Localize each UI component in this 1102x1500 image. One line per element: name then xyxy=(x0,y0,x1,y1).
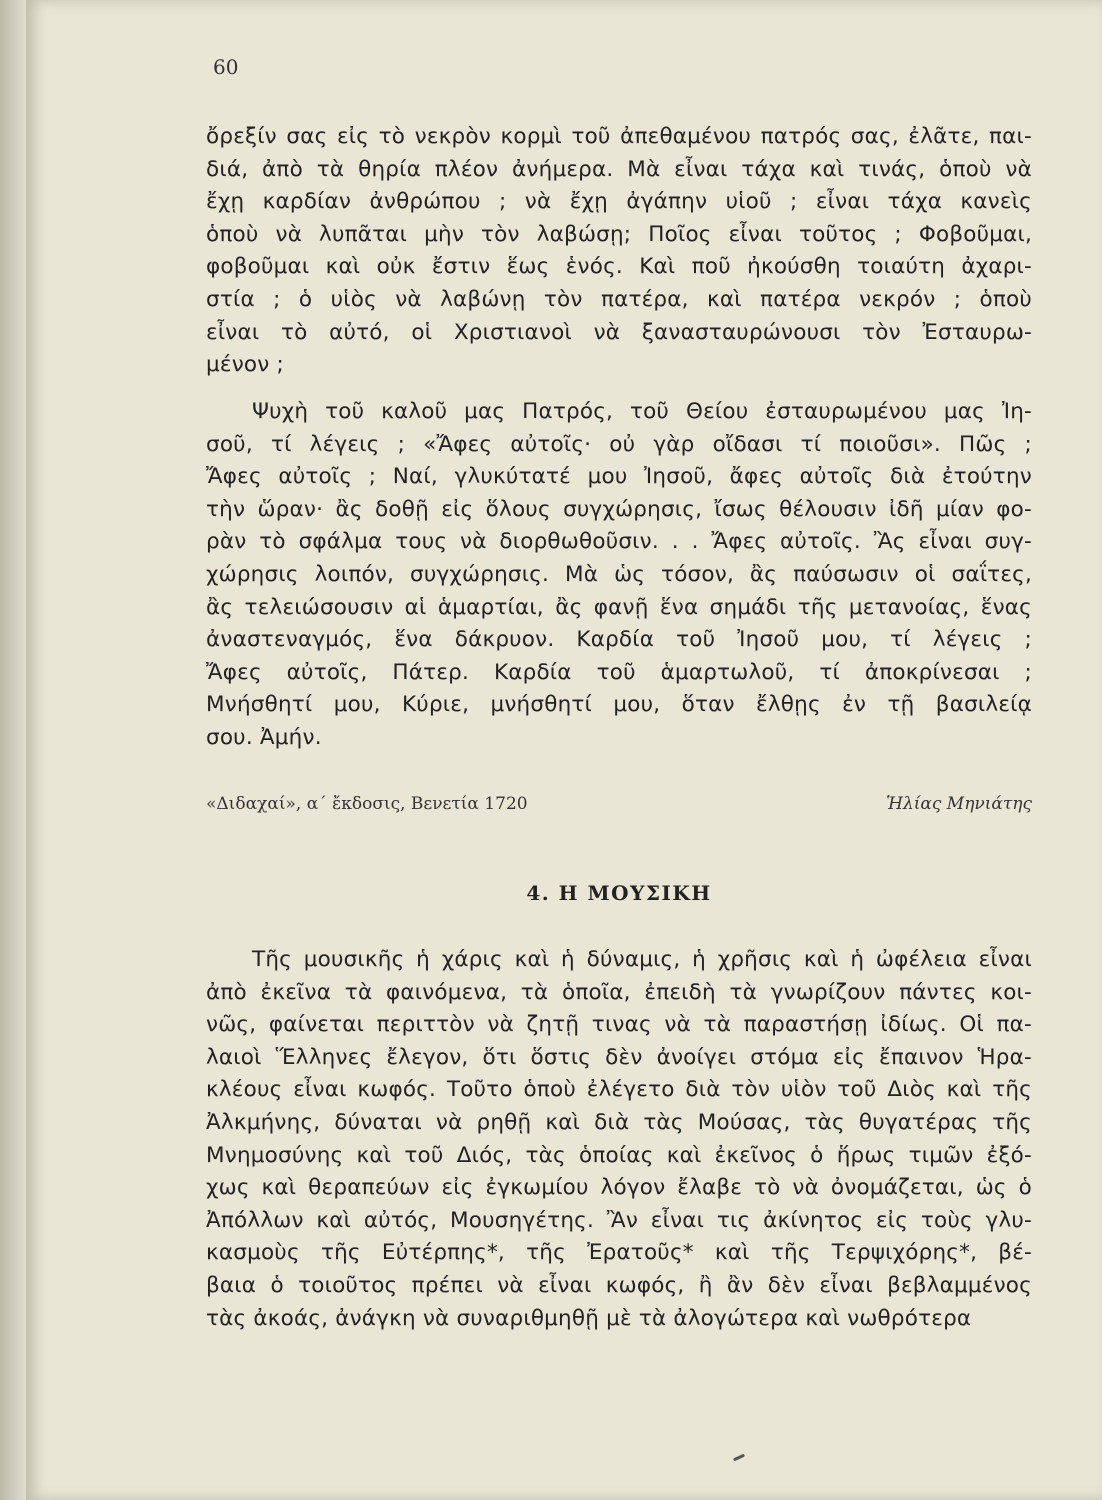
text-line: διά, ἀπὸ τὰ θηρία πλέον ἀνήμερα. Μὰ εἶναι τάχα καὶ τινάς, ὁποὺ νὰ xyxy=(206,156,1032,182)
text-line: κλέους εἶναι κωφός. Τοῦτο ὁποὺ ἐλέγετο διὰ τὸν υἱὸν τοῦ Διὸς καὶ τῆς xyxy=(206,1077,1032,1103)
text-line: Μνήσθητί μου, Κύριε, μνήσθητί μου, ὅταν ἔλθῃς ἐν τῇ βασιλείᾳ xyxy=(206,692,1032,718)
text-line: εἶναι τὸ αὐτό, οἱ Χριστιανοὶ νὰ ξανασταυρώνουσι τὸν Ἐσταυρω- xyxy=(206,319,1032,345)
text-line: τὰς ἀκοάς, ἀνάγκη νὰ συναριθμηθῇ μὲ τὰ ἀλογώτερα καὶ νωθρότερα xyxy=(206,1305,972,1331)
text-line: Ψυχὴ τοῦ καλοῦ μας Πατρός, τοῦ Θείου ἐσταυρωμένου μας Ἰη- xyxy=(252,399,1032,424)
citation-author: Ἡλίας Μηνιάτης xyxy=(886,794,1032,814)
text-line: βαια ὁ τοιοῦτος πρέπει νὰ εἶναι κωφός, ἢ ἂν δὲν εἶναι βεβλαμμένος xyxy=(206,1272,1032,1298)
citation-source: «Διδαχαί», α´ ἔκδοσις, Βενετία 1720 xyxy=(206,794,528,814)
text-line: φοβοῦμαι καὶ οὐκ ἔστιν ἕως ἑνός. Καὶ ποῦ ἠκούσθη τοιαύτη ἀχαρι- xyxy=(206,254,1032,280)
text-line: στία ; ὁ υἱὸς νὰ λαβώνῃ τὸν πατέρα, καὶ πατέρα νεκρόν ; ὁποὺ xyxy=(206,286,1032,312)
text-line: σου. Ἀμήν. xyxy=(206,724,322,750)
text-line: λαιοὶ Ἕλληνες ἔλεγον, ὅτι ὅστις δὲν ἀνοίγει στόμα εἰς ἔπαινον Ἡρα- xyxy=(206,1044,1032,1070)
text-line: ὄρεξίν σας εἰς τὸ νεκρὸν κορμὶ τοῦ ἀπεθαμένου πατρός σας, ἐλᾶτε, παι- xyxy=(206,124,1032,149)
text-line: χώρησις λοιπόν, συγχώρησις. Μὰ ὡς τόσον, ἂς παύσωσιν οἱ σαΐτες, xyxy=(206,561,1032,587)
section-heading: 4. Η ΜΟΥΣΙΚΗ xyxy=(526,881,712,905)
paragraph-sermon-end xyxy=(206,121,1032,382)
page-number: 60 xyxy=(213,55,239,79)
text-line: ἀναστεναγμός, ἕνα δάκρυον. Καρδία τοῦ Ἰησοῦ μου, τί λέγεις ; xyxy=(206,627,1032,653)
text-line: τὴν ὥραν· ἂς δοθῇ εἰς ὅλους συγχώρησις, ἴσως θέλουσιν ἰδῆ μίαν φο- xyxy=(206,496,1032,522)
text-line: Ἀλκμήνης, δύναται νὰ ρηθῇ καὶ διὰ τὰς Μούσας, τὰς θυγατέρας τῆς xyxy=(206,1109,1032,1135)
text-line: Τῆς μουσικῆς ἡ χάρις καὶ ἡ δύναμις, ἡ χρῆσις καὶ ἡ ὠφέλεια εἶναι xyxy=(252,947,1032,972)
text-line: χως καὶ θεραπεύων εἰς ἐγκωμίου λόγον ἔλαβε τὸ νὰ ὀνομάζεται, ὡς ὁ xyxy=(206,1175,1032,1201)
text-line: νῶς, φαίνεται περιττὸν νὰ ζητῇ τινας νὰ τὰ παραστήσῃ ἰδίως. Οἱ πα- xyxy=(206,1012,1032,1038)
text-line: ἔχῃ καρδίαν ἀνθρώπου ; νὰ ἔχῃ ἀγάπην υἱοῦ ; εἶναι τάχα κανεὶς xyxy=(206,189,1032,215)
text-line: Ἀπόλλων καὶ αὐτός, Μουσηγέτης. Ἂν εἶναι τις ἀκίνητος εἰς τοὺς γλυ- xyxy=(206,1207,1032,1233)
paragraph-sermon-prayer xyxy=(206,396,1032,755)
text-line: Μνημοσύνης καὶ τοῦ Διός, τὰς ὁποίας καὶ ἐκεῖνος ὁ ἥρως τιμῶν ἐξό- xyxy=(206,1142,1032,1168)
text-line: Ἄφες αὐτοῖς ; Ναί, γλυκύτατέ μου Ἰησοῦ, ἄφες αὐτοῖς διὰ ἐτούτην xyxy=(206,464,1032,490)
text-line: ἀπὸ ἐκεῖνα τὰ φαινόμενα, τὰ ὁποῖα, ἐπειδὴ τὰ γνωρίζουν πάντες κοι- xyxy=(206,979,1032,1005)
text-line: σοῦ, τί λέγεις ; «Ἄφες αὐτοῖς· οὐ γὰρ οἴδασι τί ποιοῦσι». Πῶς ; xyxy=(206,431,1032,457)
text-line: ἂς τελειώσουσιν αἱ ἁμαρτίαι, ἂς φανῇ ἕνα σημάδι τῆς μετανοίας, ἕνας xyxy=(206,594,1032,620)
paragraph-music xyxy=(206,944,1032,1335)
text-line: ρὰν τὸ σφάλμα τους νὰ διορθωθοῦσιν. . . Ἄφες αὐτοῖς. Ἂς εἶναι συγ- xyxy=(206,529,1032,555)
text-line: ὁποὺ νὰ λυπᾶται μὴν τὸν λαβώσῃ; Ποῖος εἶναι τοῦτος ; Φοβοῦμαι, xyxy=(206,221,1032,247)
text-line: μένον ; xyxy=(206,352,284,378)
text-line: Ἄφες αὐτοῖς, Πάτερ. Καρδία τοῦ ἁμαρτωλοῦ, τί ἀποκρίνεσαι ; xyxy=(206,659,1032,685)
text-line: κασμοὺς τῆς Εὐτέρπης*, τῆς Ἐρατοῦς* καὶ τῆς Τερψιχόρης*, βέ- xyxy=(206,1240,1032,1266)
